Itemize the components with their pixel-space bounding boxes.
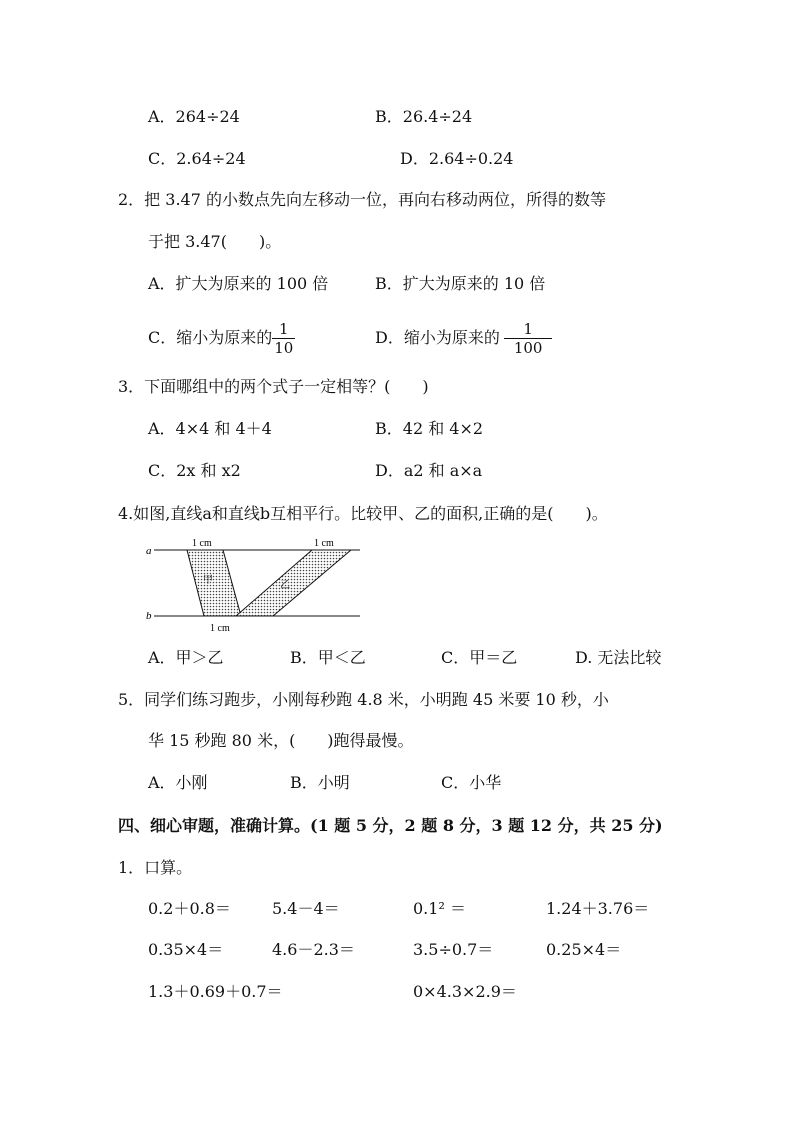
q3-text: 3．下面哪组中的两个式子一定相等？( ) — [118, 377, 429, 396]
calc-item: 0.2＋0.8＝ — [148, 899, 231, 918]
calc-item: 1.24＋3.76＝ — [546, 899, 650, 918]
shape-jia-label: 甲 — [203, 575, 213, 586]
fraction-denominator: 100 — [513, 339, 543, 357]
shape-jia — [187, 550, 241, 616]
section-heading: 四、细心审题，准确计算。(1 题 5 分，2 题 8 分，3 题 12 分，共 25 分) — [118, 816, 663, 835]
q2-text-line1: 2．把 3.47 的小数点先向左移动一位，再向右移动两位，所得的数等 — [118, 190, 606, 209]
q2-text-line2: 于把 3.47( )。 — [148, 232, 282, 251]
q5-option-a: A．小刚 — [148, 773, 208, 792]
q3-option-c: C．2x 和 x2 — [148, 461, 241, 480]
q3-option-d: D．a2 和 a×a — [375, 461, 483, 480]
calc-item: 0×4.3×2.9＝ — [413, 982, 517, 1001]
shape-yi-label: 乙 — [280, 580, 290, 591]
parallel-lines-figure — [140, 533, 370, 637]
line-a-label: a — [146, 545, 152, 557]
q4-option-b: B．甲＜乙 — [290, 648, 366, 667]
calc-title: 1．口算。 — [118, 858, 193, 877]
q5-text-line2: 华 15 秒跑 80 米，( )跑得最慢。 — [148, 731, 414, 750]
label-top-left-1cm: 1 cm — [192, 538, 212, 549]
fraction-numerator: 1 — [272, 320, 295, 339]
fraction-numerator: 1 — [504, 320, 553, 339]
q5-option-b: B．小明 — [290, 773, 350, 792]
q4-option-d: D. 无法比较 — [575, 648, 662, 667]
q1-option-a: A．264÷24 — [148, 107, 240, 126]
label-top-right-1cm: 1 cm — [314, 538, 334, 549]
q2-option-c — [148, 318, 295, 358]
calc-item: 0.1² ＝ — [413, 899, 466, 918]
q5-text-line1: 5．同学们练习跑步，小刚每秒跑 4.8 米，小明跑 45 米要 10 秒，小 — [118, 690, 609, 709]
q5-option-c: C．小华 — [441, 773, 502, 792]
q3-option-a: A．4×4 和 4＋4 — [148, 419, 272, 438]
q2-option-a: A．扩大为原来的 100 倍 — [148, 274, 329, 293]
q1-option-c: C．2.64÷24 — [148, 149, 246, 168]
q4-text: 4.如图,直线a和直线b互相平行。比较甲、乙的面积,正确的是( )。 — [118, 504, 608, 523]
q2-option-c-text: C．缩小为原来的 — [148, 328, 273, 347]
q2-option-d — [375, 318, 552, 358]
calc-item: 0.25×4＝ — [546, 940, 622, 959]
q1-option-b: B．26.4÷24 — [375, 107, 473, 126]
calc-item: 0.35×4＝ — [148, 940, 224, 959]
calc-item: 1.3＋0.69＋0.7＝ — [148, 982, 283, 1001]
fraction-one-hundredth — [504, 320, 553, 357]
fraction-one-tenth — [272, 320, 295, 357]
fraction-denominator: 10 — [274, 339, 294, 357]
calc-item: 5.4－4＝ — [272, 899, 340, 918]
calc-item: 4.6－2.3＝ — [272, 940, 355, 959]
q2-option-d-text: D．缩小为原来的 — [375, 328, 500, 347]
q2-option-b: B．扩大为原来的 10 倍 — [375, 274, 546, 293]
q3-option-b: B．42 和 4×2 — [375, 419, 484, 438]
q4-option-a: A．甲＞乙 — [148, 648, 224, 667]
calc-item: 3.5÷0.7＝ — [413, 940, 494, 959]
shape-yi — [236, 550, 351, 616]
q1-option-d: D．2.64÷0.24 — [400, 149, 514, 168]
label-bottom-1cm: 1 cm — [210, 623, 230, 634]
q4-option-c: C．甲＝乙 — [441, 648, 518, 667]
line-b-label: b — [146, 610, 152, 622]
